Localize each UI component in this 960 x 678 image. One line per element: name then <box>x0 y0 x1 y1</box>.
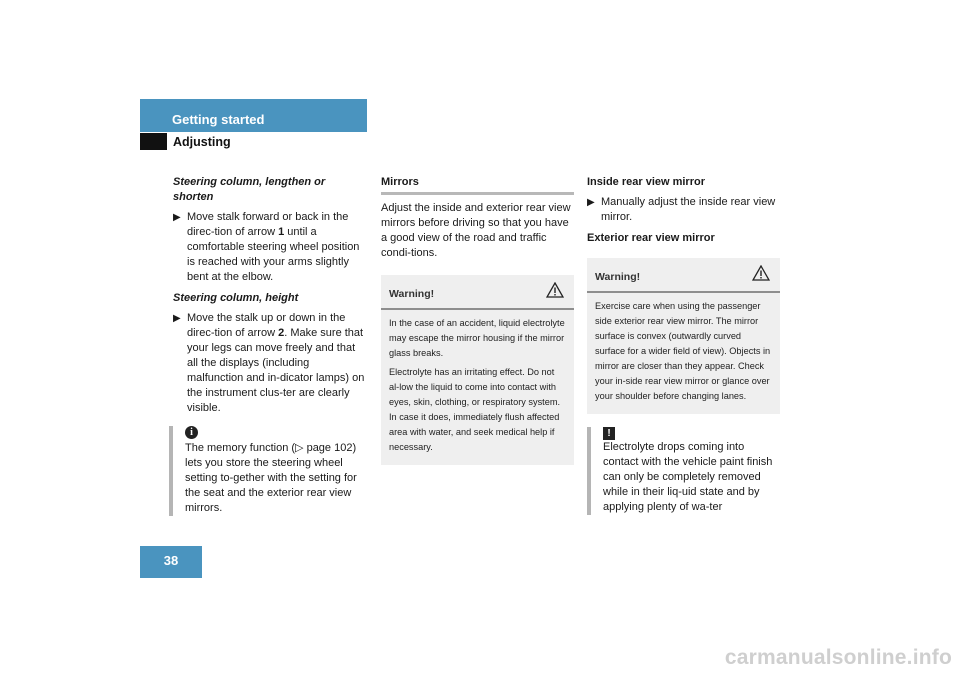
info-icon: i <box>185 426 198 439</box>
warning-box-exterior-mirror <box>587 258 780 414</box>
info-text: The memory function (▷ page 102) lets you store the steering wheel setting to-gether with the setting for the seat and the exterior rear view mirrors. <box>185 442 357 514</box>
subsection-marker <box>140 133 167 150</box>
column-mirrors <box>381 175 574 465</box>
section-title: Getting started <box>172 112 265 127</box>
heading-inside-mirror: Inside rear view mirror <box>587 176 705 188</box>
column-steering <box>173 175 368 516</box>
mirrors-intro: Adjust the inside and exterior rear view mirrors before driving so that you have a good view of the road and traffic condi-tions. <box>381 202 571 259</box>
page-ref-arrow-icon: ▷ <box>295 442 304 454</box>
heading-steering-height: Steering column, height <box>173 292 299 304</box>
arrow-right-icon: ▶ <box>173 212 181 223</box>
page-number: 38 <box>140 546 202 578</box>
warning-label: Warning! <box>389 288 435 300</box>
warning-triangle-icon <box>546 282 564 298</box>
info-note-memory <box>169 426 368 516</box>
warning-header <box>587 258 780 293</box>
heading-steering-length: Steering column, lengthen or shorten <box>173 176 326 203</box>
exclamation-icon: ! <box>603 427 615 440</box>
note-text: Electrolyte drops coming into contact with the vehicle paint finish can only be completely removed while in their liq-uid state and by applying plenty of wa-ter <box>603 441 773 513</box>
warning-body: Exercise care when using the passenger side exterior rear view mirror. The mirror surface is convex (outwardly curved surface for a wider field of view). Objects in mirror are closer than they appear. Check your in-side rear view mirror or glance over your shoulder before changing lanes. <box>595 301 771 401</box>
instruction-steering-length: ▶ Move stalk forward or back in the direc-tion of arrow 1 until a comfortable steering wheel position is reached with your arms slightly bent at the elbow. <box>173 211 360 283</box>
heading-exterior-mirror: Exterior rear view mirror <box>587 232 715 244</box>
warning-triangle-icon <box>752 265 770 281</box>
watermark: carmanualsonline.info <box>724 646 952 669</box>
warning-box-electrolyte <box>381 275 574 465</box>
warning-body: In the case of an accident, liquid electrolyte may escape the mirror housing if the mirror glass breaks. Electrolyte has an irritating effect. Do not al-low the liquid to come into contact with eyes, skin, clothing, or respiratory system. In case it does, immediately flush affected area with water, and seek medical help if necessary. <box>389 318 565 452</box>
note-paint-finish <box>587 427 780 515</box>
arrow-right-icon: ▶ <box>587 197 595 208</box>
subsection-title: Adjusting <box>173 135 231 149</box>
column-rear-view <box>587 175 780 515</box>
heading-mirrors: Mirrors <box>381 176 419 188</box>
warning-header <box>381 275 574 310</box>
instruction-steering-height: ▶ Move the stalk up or down in the direc-tion of arrow 2. Make sure that your legs can move freely and that all the displays (including malfunction and in-dicator lamps) on the instrument clus-ter are clearly visible. <box>173 312 365 414</box>
heading-rule <box>381 192 574 195</box>
instruction-inside-mirror: ▶ Manually adjust the inside rear view mirror. <box>587 196 776 223</box>
warning-label: Warning! <box>595 271 641 283</box>
arrow-right-icon: ▶ <box>173 313 181 324</box>
